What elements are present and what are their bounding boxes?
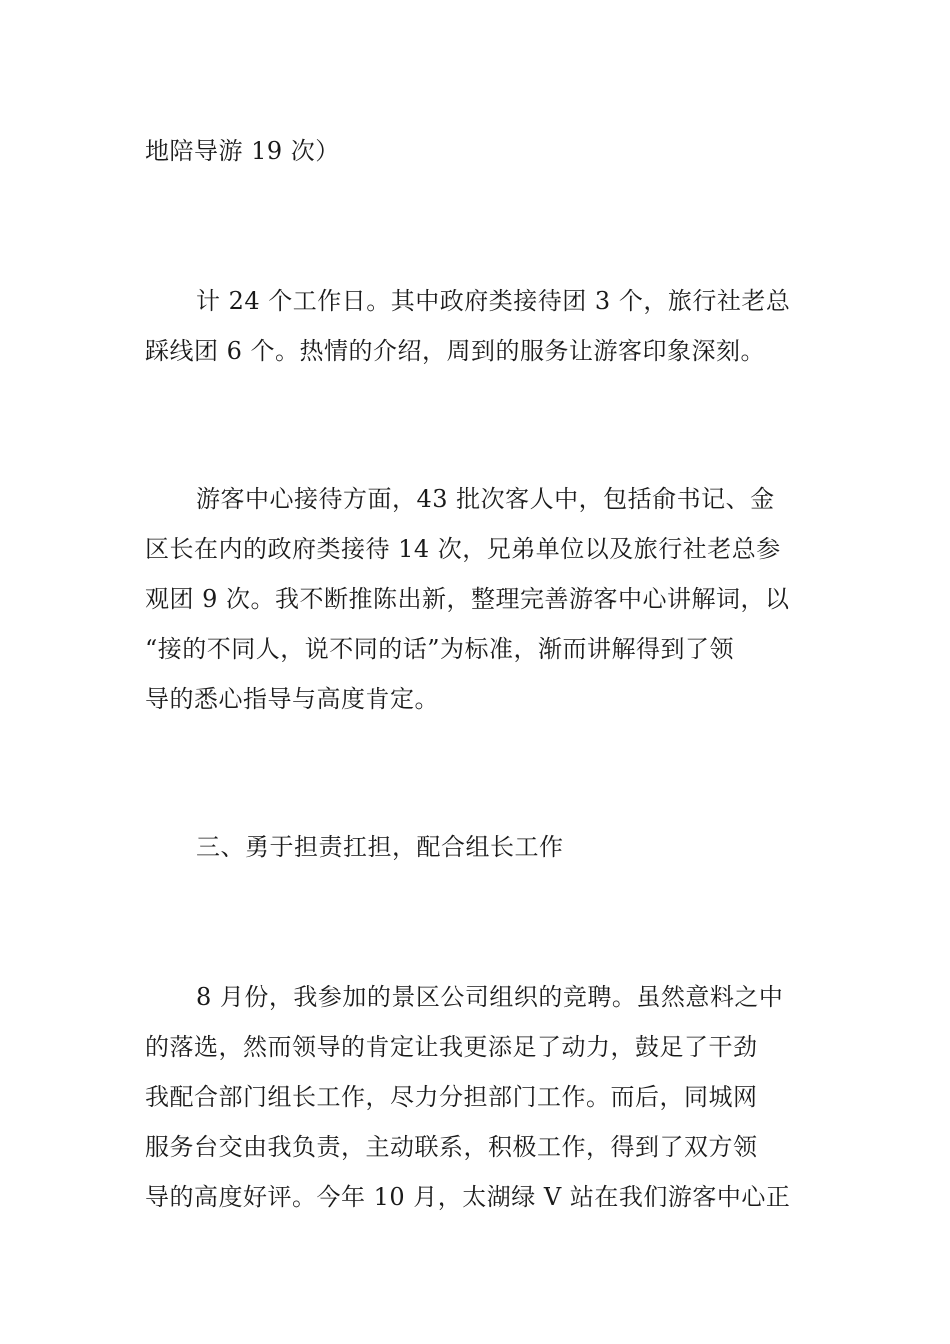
paragraph-line: 我配合部门组长工作，尽力分担部门工作。而后，同城网 [145, 1083, 758, 1111]
paragraph-line: 踩线团 6 个。热情的介绍，周到的服务让游客印象深刻。 [145, 337, 766, 365]
paragraph-line: 服务台交由我负责，主动联系，积极工作，得到了双方领 [145, 1133, 758, 1161]
paragraph-line: 的落选，然而领导的肯定让我更添足了动力，鼓足了干劲 [145, 1033, 758, 1061]
paragraph-line: 导的悉心指导与高度肯定。 [145, 685, 439, 713]
section-heading: 三、勇于担责扛担，配合组长工作 [196, 833, 564, 861]
paragraph-line: “接的不同人，说不同的话”为标准，渐而讲解得到了领 [145, 635, 735, 663]
paragraph-line: 8 月份，我参加的景区公司组织的竞聘。虽然意料之中 [196, 983, 784, 1011]
paragraph-line: 观团 9 次。我不断推陈出新，整理完善游客中心讲解词，以 [145, 585, 790, 613]
paragraph-line: 计 24 个工作日。其中政府类接待团 3 个，旅行社老总 [196, 287, 791, 315]
paragraph-line: 导的高度好评。今年 10 月，太湖绿 V 站在我们游客中心正 [145, 1183, 791, 1211]
paragraph-line: 区长在内的政府类接待 14 次，兄弟单位以及旅行社老总参 [145, 535, 781, 563]
paragraph-line: 地陪导游 19 次） [145, 137, 340, 165]
paragraph-line: 游客中心接待方面，43 批次客人中，包括俞书记、金 [196, 485, 775, 513]
